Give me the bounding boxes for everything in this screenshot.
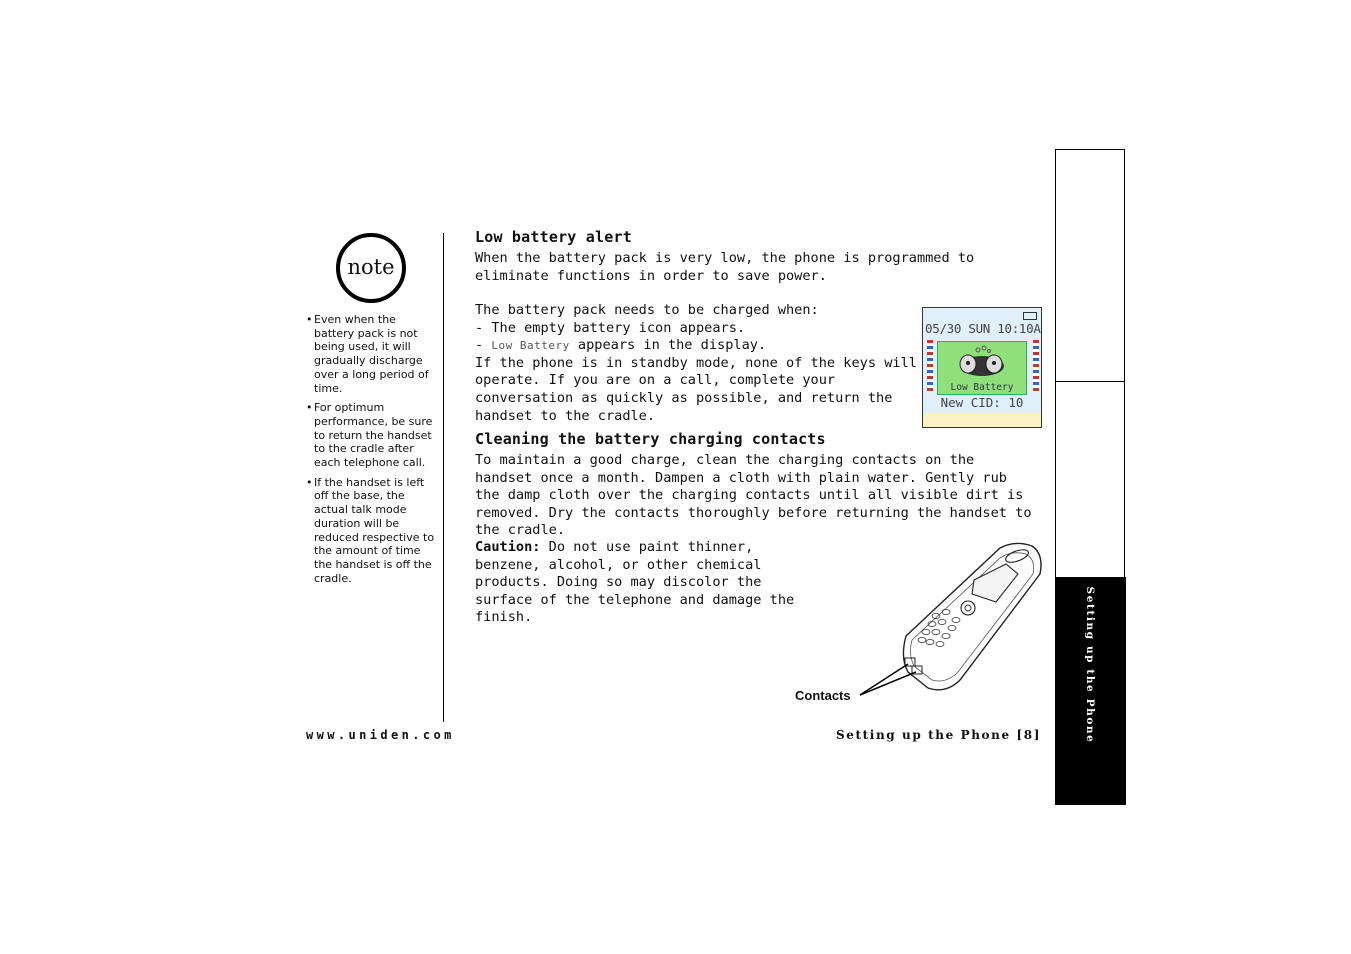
low-battery-window — [937, 341, 1027, 395]
lcd-screen-illustration — [922, 307, 1042, 428]
footer-page-number: Setting up the Phone [8] — [836, 728, 1042, 742]
section-title-low-battery: Low battery alert — [475, 228, 632, 246]
note-item: • If the handset is left off the base, the actual talk mode duration will be reduced respective to the amount of time the handset is off the cradle. — [306, 476, 436, 586]
lcd-low-battery-label: Low Battery — [950, 382, 1014, 393]
cleaning-body: To maintain a good charge, clean the charging contacts on the handset once a month. Dampen a cloth with plain water. Gently rub the damp cloth over the charging contacts until all visible dirt is removed. Dry the contacts thoroughly before returning the handset to the cradle. — [475, 452, 1032, 539]
bullet-prefix: - — [475, 337, 492, 354]
footer-website: www.uniden.com — [306, 728, 455, 742]
lcd-right-indicator — [1033, 340, 1039, 392]
bullet-suffix: appears in the display. — [569, 337, 767, 354]
battery-empty-icon — [1023, 312, 1037, 320]
low-battery-animal-icon — [938, 342, 1026, 382]
low-battery-details — [475, 302, 925, 425]
lcd-datetime: 05/30 SUN 10:10A — [925, 321, 1041, 336]
low-battery-display-text: Low Battery — [491, 339, 570, 353]
lcd-new-cid: New CID: 10 — [940, 395, 1024, 410]
section-title-cleaning: Cleaning the battery charging contacts — [475, 430, 826, 448]
standby-text: If the phone is in standby mode, none of the keys will operate. If you are on a call, complete your conversation as quickly as possible, and return the handset to the cradle. — [475, 354, 917, 424]
handset-illustration — [850, 540, 1050, 700]
contacts-label: Contacts — [795, 688, 851, 703]
charge-bullet-low-battery — [475, 337, 925, 355]
caution-label: Caution: — [475, 539, 541, 555]
chapter-tab-frame — [1055, 149, 1125, 577]
charge-when-text: The battery pack needs to be charged when: — [475, 302, 819, 318]
note-badge-text: note — [347, 254, 395, 279]
notes-sidebar — [306, 313, 436, 591]
lcd-left-indicator — [927, 340, 933, 392]
caution-paragraph — [475, 539, 795, 627]
lcd-lower-band — [923, 413, 1041, 427]
chapter-tab-label: Setting up the Phone — [1084, 586, 1096, 744]
chapter-tab-divider — [1055, 381, 1125, 382]
note-item: • Even when the battery pack is not being used, it will gradually discharge over a long period of time. — [306, 313, 436, 395]
column-divider — [443, 233, 444, 722]
note-item: • For optimum performance, be sure to return the handset to the cradle after each telephone call. — [306, 401, 436, 470]
charge-bullet-empty-icon: - The empty battery icon appears. — [475, 319, 746, 336]
low-battery-intro: When the battery pack is very low, the phone is programmed to eliminate functions in order to save power. — [475, 250, 975, 284]
note-badge — [336, 233, 406, 303]
caution-text: Do not use paint thinner, benzene, alcohol, or other chemical products. Doing so may discolor the surface of the telephone and damage the finish. — [475, 539, 795, 626]
